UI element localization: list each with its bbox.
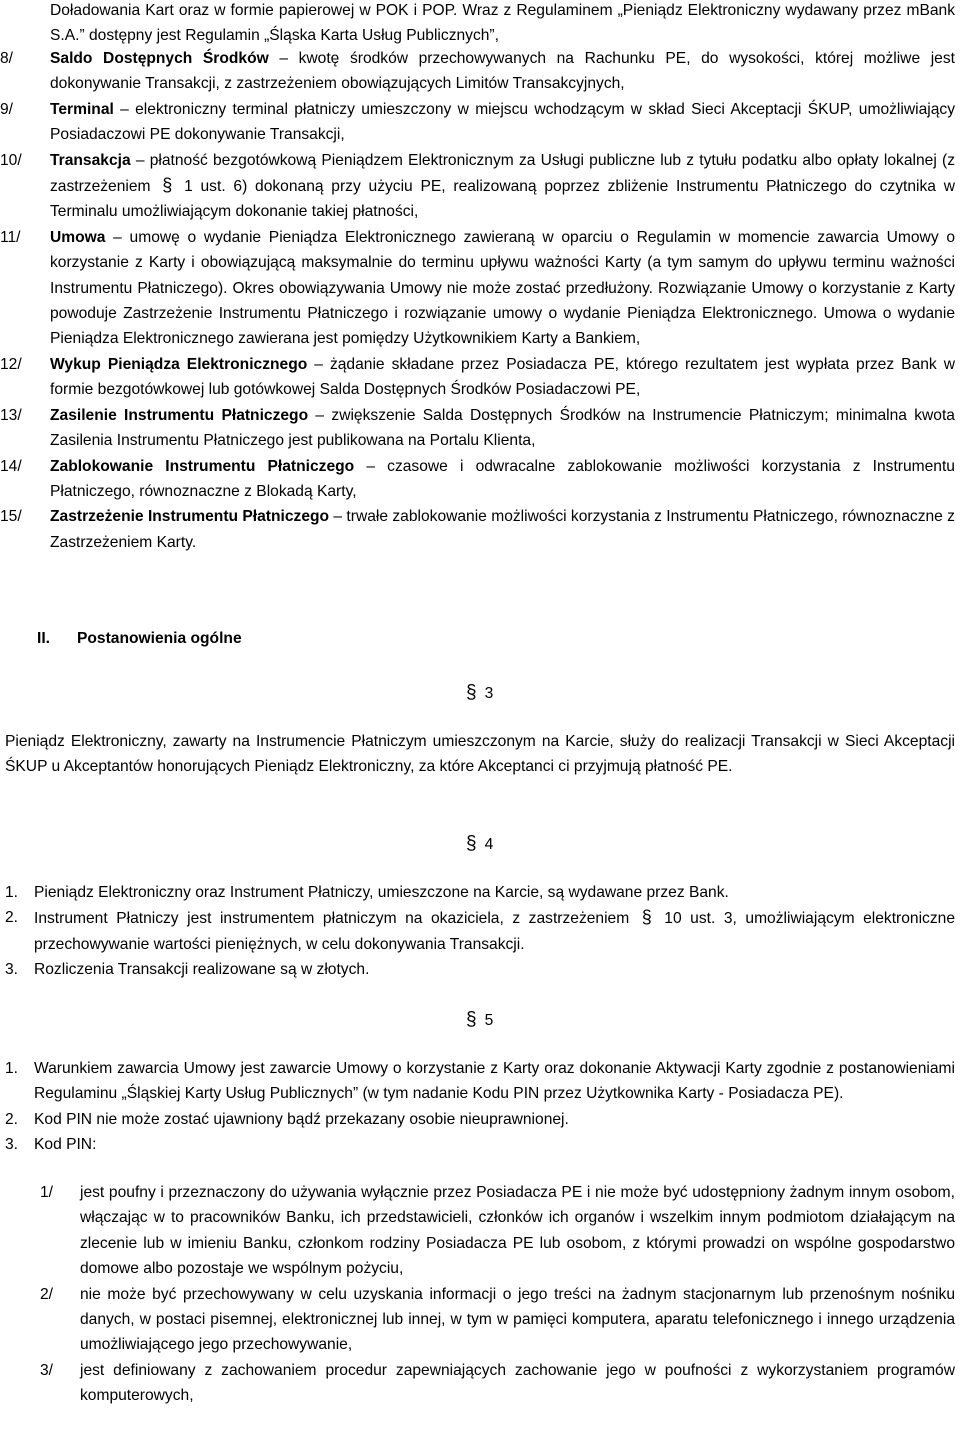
list-item-body [34, 905, 955, 957]
list-item [5, 1107, 955, 1132]
paragraph-number: 4 [484, 836, 494, 853]
list-item-number: 2. [5, 909, 19, 927]
paragraph-heading-4 [466, 831, 493, 857]
definition-term: Saldo Dostępnych Środków [50, 50, 269, 67]
list-item-number: 3. [5, 961, 19, 979]
definition-text: – trwałe zablokowanie możliwości korzystania z Instrumentu Płatniczego, równoznaczne z Zastrzeżeniem Karty. [50, 508, 955, 551]
list-item-number: 1. [5, 1060, 19, 1077]
definition-text: – zwiększenie Salda Dostępnych Środków na Instrumencie Płatniczym; minimalna kwota Zasilenia Instrumentu Płatniczego jest publikowana na Portalu Klienta, [50, 406, 955, 450]
sub-list-item-number: 2/ [40, 1285, 54, 1303]
intro-text: Doładowania Kart oraz w formie papierowej w POK i POP. Wraz z Regulaminem „Pieniądz Elektroniczny wydawany przez mBank S.A.” dostępny jest Regulamin „Śląska Karta Usług Publicznych”, [50, 2, 955, 45]
list-item-text: Kod PIN: [34, 1136, 97, 1154]
definition-body [50, 225, 955, 352]
list-item-number: 1. [5, 884, 19, 901]
definition-body [50, 148, 955, 225]
list-item-number: 3. [5, 1136, 19, 1154]
section-title: Postanowienia ogólne [77, 630, 242, 647]
paragraph-number: 3 [484, 685, 494, 702]
list-item-text: Instrument Płatniczy jest instrumentem płatniczym na okaziciela, z zastrzeżeniem [34, 910, 638, 928]
definition-number: 13/ [0, 406, 22, 424]
definition-number: 15/ [0, 508, 22, 526]
section-sign: § [466, 833, 477, 854]
paragraph-heading-5 [466, 1007, 493, 1033]
list-item [5, 880, 955, 905]
definition-text: – żądanie składane przez Posiadacza PE, którego rezultatem jest wypłata przez Bank w formie bezgotówkowej lub gotówkowej Salda Dostępnych Środków Posiadaczowi PE, [50, 355, 955, 399]
definition-text: – kwotę środków przechowywanych na Rachunku PE, do wysokości, której możliwe jest dokonywanie Transakcji, z zastrzeżeniem obowiązujących Limitów Transakcyjnych, [50, 50, 955, 93]
definition-number: 9/ [0, 100, 14, 118]
definition-item [0, 46, 955, 97]
sub-list-item-text: jest definiowany z zachowaniem procedur zapewniających zachowanie jego w poufności z wykorzystaniem programów komputerowych, [80, 1361, 955, 1405]
definition-number: 12/ [0, 355, 22, 373]
definition-term: Zastrzeżenie Instrumentu Płatniczego [50, 508, 330, 526]
sub-list-item [40, 1180, 955, 1282]
list-item [5, 957, 955, 982]
section-sign: § [466, 682, 477, 703]
pin-rules-list [40, 1180, 955, 1409]
definition-body [50, 403, 955, 454]
definition-text-cont: 1 ust. 6) dokonaną przy użyciu PE, realizowaną poprzez zbliżenie Instrumentu Płatniczego do czytnika w Terminalu umożliwiającym dokonanie takiej płatności, [50, 178, 955, 221]
definition-term: Zablokowanie Instrumentu Płatniczego [50, 457, 355, 475]
definition-item [0, 352, 955, 403]
list-item-text: Kod PIN nie może zostać ujawniony bądź przekazany osobie nieuprawnionej. [34, 1110, 569, 1128]
section-sign: § [162, 175, 173, 196]
list-item-text: Rozliczenia Transakcji realizowane są w złotych. [34, 961, 370, 979]
definition-body [50, 97, 955, 148]
definition-item [0, 97, 955, 148]
definition-item [0, 454, 955, 505]
list-item-text-cont: 10 ust. 3, umożliwiającym elektroniczne przechowywanie wartości pieniężnych, w celu dokonywania Transakcji. [34, 910, 955, 953]
definitions-list [0, 46, 955, 555]
definition-text: – umowę o wydanie Pieniądza Elektronicznego zawieraną w oparciu o Regulamin w momencie zawarcia Umowy o korzystanie z Karty i obowiązującą maksymalnie do terminu upływu ważności Karty (a tym samym do upływu terminu ważności Instrumentu Płatniczego). Okres obowiązywania Umowy nie może zostać przedłużony. Rozwiązanie Umowy o korzystanie z Karty powoduje Zastrzeżenie Instrumentu Płatniczego i rozwiązanie umowy o wydanie Pieniądza Elektronicznego. Umowa o wydanie Pieniądza Elektronicznego zawierana jest pomiędzy Użytkownikiem Karty a Bankiem, [50, 228, 955, 348]
paragraph-heading-3 [466, 680, 493, 706]
definition-body [50, 352, 955, 403]
section-sign: § [466, 1009, 477, 1030]
definition-body [50, 504, 955, 555]
list-item [5, 1056, 955, 1107]
list-item [5, 1132, 955, 1157]
list-item-text: Pieniądz Elektroniczny oraz Instrument Płatniczy, umieszczone na Karcie, są wydawane przez Bank. [34, 884, 729, 901]
definition-item [0, 148, 955, 225]
paragraph-4-list [5, 880, 955, 983]
definition-body [50, 46, 955, 97]
definition-text: – płatność bezgotówkową Pieniądzem Elektronicznym za Usługi publiczne lub z tytułu podatku albo opłaty lokalnej (z zastrzeżeniem [50, 151, 955, 196]
list-item-text: Warunkiem zawarcia Umowy jest zawarcie Umowy o korzystanie z Karty oraz dokonanie Aktywacji Karty zgodnie z postanowieniami Regulaminu „Śląskiej Karty Usług Publicznych” (w tym nadanie Kodu PIN przez Użytkownika Karty - Posiadacza PE). [34, 1060, 955, 1103]
paragraph-text: Pieniądz Elektroniczny, zawarty na Instrumencie Płatniczym umieszczonym na Karcie, służy do realizacji Transakcji w Sieci Akceptacji ŚKUP u Akceptantów honorujących Pieniądz Elektroniczny, za które Akceptanci ci przyjmują płatność PE. [5, 733, 955, 776]
intro-continuation [50, 0, 955, 49]
definition-body [50, 454, 955, 505]
definition-term: Zasilenie Instrumentu Płatniczego [50, 406, 309, 424]
sub-list-item-number: 1/ [40, 1184, 54, 1201]
sub-list-item [40, 1358, 955, 1409]
definition-item [0, 504, 955, 555]
definition-term: Transakcja [50, 151, 131, 169]
definition-item [0, 403, 955, 454]
definition-item [0, 225, 955, 352]
definition-number: 11/ [0, 228, 21, 246]
list-item-number: 2. [5, 1110, 19, 1128]
sub-list-item-text: nie może być przechowywany w celu uzyskania informacji o jego treści na żadnym stacjonarnym lub przenośnym nośniku danych, w postaci pisemnej, elektronicznej lub innej, w tym w pamięci komputera, aparatu telefonicznego i innego urządzenia umożliwiającego jego przechowywanie, [80, 1285, 955, 1354]
sub-list-item-number: 3/ [40, 1361, 54, 1379]
definition-number: 14/ [0, 457, 22, 475]
definition-number: 10/ [0, 151, 22, 169]
section-heading [37, 626, 242, 651]
section-sign: § [641, 907, 652, 928]
section-number: II. [37, 630, 50, 647]
definition-number: 8/ [0, 50, 14, 67]
definition-text: – czasowe i odwracalne zablokowanie możliwości korzystania z Instrumentu Płatniczego, równoznaczne z Blokadą Karty, [50, 457, 955, 500]
definition-text: – elektroniczny terminal płatniczy umieszczony w miejscu wchodzącym w skład Sieci Akceptacji ŚKUP, umożliwiający Posiadaczowi PE dokonywanie Transakcji, [50, 100, 955, 144]
paragraph-5-list [5, 1056, 955, 1158]
definition-term: Wykup Pieniądza Elektronicznego [50, 355, 308, 373]
definition-term: Umowa [50, 228, 106, 246]
paragraph-number: 5 [484, 1012, 494, 1029]
list-item [5, 905, 955, 957]
paragraph-3-text [5, 729, 955, 780]
definition-term: Terminal [50, 100, 114, 118]
sub-list-item [40, 1282, 955, 1358]
sub-list-item-text: jest poufny i przeznaczony do używania wyłącznie przez Posiadacza PE i nie może być udostępniony żadnym innym osobom, włączając w to pracowników Banku, ich przedstawicieli, członków ich organów i wszelkim innym podmiotom działającym na zlecenie lub w imieniu Banku, członkom rodziny Posiadacza PE lub osobom, z którymi prowadzi on wspólne gospodarstwo domowe albo pozostaje we wspólnym pożyciu, [80, 1184, 955, 1278]
